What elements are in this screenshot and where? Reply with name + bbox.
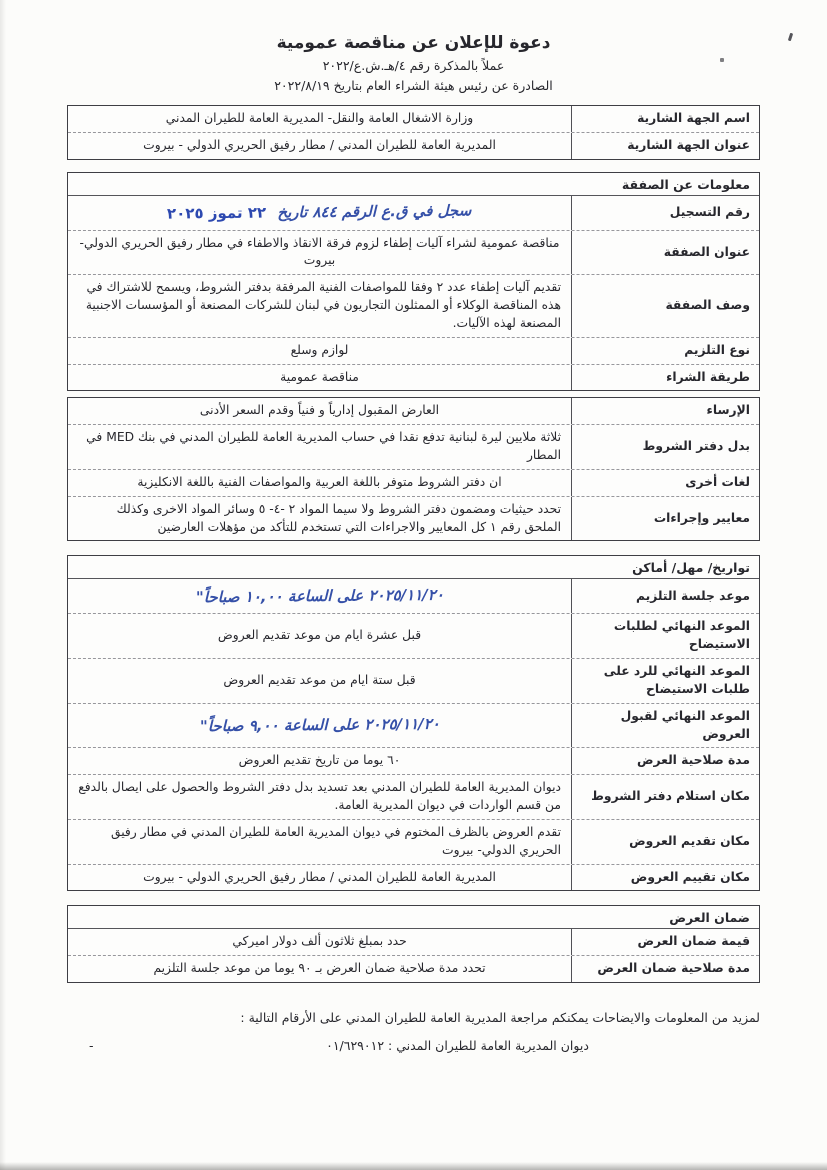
row-label: اسم الجهة الشارية [571,106,759,132]
row-label: قيمة ضمان العرض [571,929,759,955]
row-value: العارض المقبول إدارياً و فنياً وقدم السعر الأدنى [199,403,440,418]
award-info-table [67,397,760,541]
row-label: طريقة الشراء [571,365,759,391]
row-label: لغات أخرى [571,470,759,496]
row-value: ان دفتر الشروط متوفر باللغة العربية والمواصفات الفنية باللغة الانكليزية [137,474,502,489]
handwriting-text: سجل في ق.ع الرقم ٨٤٤ تاريخ [277,201,472,222]
document-subtitle-issuer: الصادرة عن رئيس هيئة الشراء العام بتاريخ ٢٠٢٢/٨/١٩ [274,78,553,93]
table-row [68,929,759,955]
document-content [0,33,827,1056]
section-header: تواريخ/ مهل/ أماكن [68,556,759,579]
contact-phone: ديوان المديرية العامة للطيران المدني : ٠١/٦٢٩٠١٢ [326,1038,589,1054]
row-label: مدة صلاحية ضمان العرض [571,956,759,982]
table-row [68,337,759,364]
table-row [68,703,759,748]
scan-edge [0,1162,827,1170]
row-label: مكان تقييم العروض [571,865,759,891]
table-row [68,955,759,982]
table-row [68,819,759,864]
handwriting: ٢٠٢٥/١١/٢٠ على الساعة ٩,٠٠ صباحاً" [199,714,440,735]
table-row [68,364,759,391]
row-value-handwritten [68,196,571,230]
row-label: مدة صلاحية العرض [571,748,759,774]
row-label: نوع التلزيم [571,338,759,364]
table-row [68,864,759,891]
scan-speck [720,58,724,62]
handwriting: ٢٠٢٥/١١/٢٠ على الساعة ١٠,٠٠ صباحاً" [195,585,444,606]
deal-info-table [67,172,760,392]
row-value: تقديم آليات إطفاء عدد ٢ وفقا للمواصفات الفنية المرفقة بدفتر الشروط، ويسمح للاشتراك في هذه المناقصة الوكلاء أو الممثلون التجاريون في لبنان للشركات المصنعة أو المؤسسات الاجنبية المصنعة لهذه الآليات. [85,280,561,330]
section-header: ضمان العرض [68,906,759,929]
row-value: ثلاثة ملايين ليرة لبنانية تدفع نقدا في حساب المديرية العامة للطيران المدني في بنك MED في المطار [86,430,561,463]
guarantee-table [67,905,760,983]
document-subtitle-memo: عملاً بالمذكرة رقم ٤/هـ.ش.ع/٢٠٢٢ [322,58,505,73]
row-label: الموعد النهائي لطلبات الاستيضاح [571,614,759,658]
table-row [68,496,759,541]
row-value: تحدد حيثيات ومضمون دفتر الشروط ولا سيما المواد ٢ -٤- ٥ وسائر المواد الاخرى وكذلك الملحق رقم ١ كل المعايير والاجراءات التي تستخدم للتأكد من مؤهلات العارضين [116,501,561,534]
table-row [68,469,759,496]
row-label: موعد جلسة التلزيم [571,579,759,613]
scan-edge [0,0,6,1170]
row-label: مكان تقديم العروض [571,820,759,864]
row-value: تحدد مدة صلاحية ضمان العرض بـ ٩٠ يوما من موعد جلسة التلزيم [153,961,486,976]
row-label: وصف الصفقة [571,275,759,336]
table-row [68,579,759,613]
table-row [68,747,759,774]
row-value: مناقصة عمومية لشراء آليات إطفاء لزوم فرقة الانقاذ والاطفاء في مطار رفيق الحريري الدولي- بيروت [79,235,560,268]
row-value: وزارة الاشغال العامة والنقل- المديرية العامة للطيران المدني [165,111,474,125]
row-value: لوازم وسلع [290,342,349,357]
section-header: معلومات عن الصفقة [68,173,759,196]
row-label: معايير وإجراءات [571,497,759,541]
footer-info-line: لمزيد من المعلومات والايضاحات يمكنكم مراجعة المديرية العامة للطيران المدني على الأرقام التالية : [240,1010,760,1026]
table-row [68,196,759,230]
dates-places-table [67,555,760,891]
row-value: حدد بمبلغ ثلاثون ألف دولار اميركي [232,934,407,949]
row-label: رقم التسجيل [571,196,759,230]
row-value-handwritten [68,704,571,748]
row-label: مكان استلام دفتر الشروط [571,775,759,819]
table-row [68,106,759,132]
handwriting [167,200,471,225]
row-label: عنوان الجهة الشارية [571,133,759,159]
row-label: بدل دفتر الشروط [571,425,759,469]
row-label: عنوان الصفقة [571,231,759,275]
row-value: ٦٠ يوما من تاريخ تقديم العروض [238,753,401,768]
row-value: قبل ستة ايام من موعد تقديم العروض [223,672,416,687]
table-row [68,132,759,159]
row-value: المديرية العامة للطيران المدني / مطار رفيق الحريري الدولي - بيروت [143,869,496,884]
row-value: مناقصة عمومية [280,369,359,384]
table-row [68,774,759,819]
row-label: الإرساء [571,398,759,424]
row-value: ديوان المديرية العامة للطيران المدني بعد تسديد بدل دفتر الشروط والحصول على ايصال بالدفع من قسم الواردات في ديوان المديرية العامة. [78,780,561,813]
document-title: دعوة للإعلان عن مناقصة عمومية [276,33,551,53]
table-row [68,658,759,703]
table-row [68,424,759,469]
row-value: تقدم العروض بالظرف المختوم في ديوان المديرية العامة للطيران المدني في مطار رفيق الحريري الدولي- بيروت [110,824,561,857]
footer-contact-line [67,1038,760,1056]
table-row [68,230,759,275]
row-label: الموعد النهائي للرد على طلبات الاستيضاح [571,659,759,703]
row-value: المديرية العامة للطيران المدني / مطار رفيق الحريري الدولي - بيروت [143,137,496,152]
row-label: الموعد النهائي لقبول العروض [571,704,759,748]
table-row [68,274,759,336]
list-dash: - [89,1038,94,1054]
buyer-table [67,105,760,160]
table-row [68,613,759,658]
row-value-handwritten [68,579,571,613]
table-row [68,398,759,424]
row-value: قبل عشرة ايام من موعد تقديم العروض [217,628,422,643]
date-stamp: ٢٢ تموز ٢٠٢٥ [167,203,267,223]
